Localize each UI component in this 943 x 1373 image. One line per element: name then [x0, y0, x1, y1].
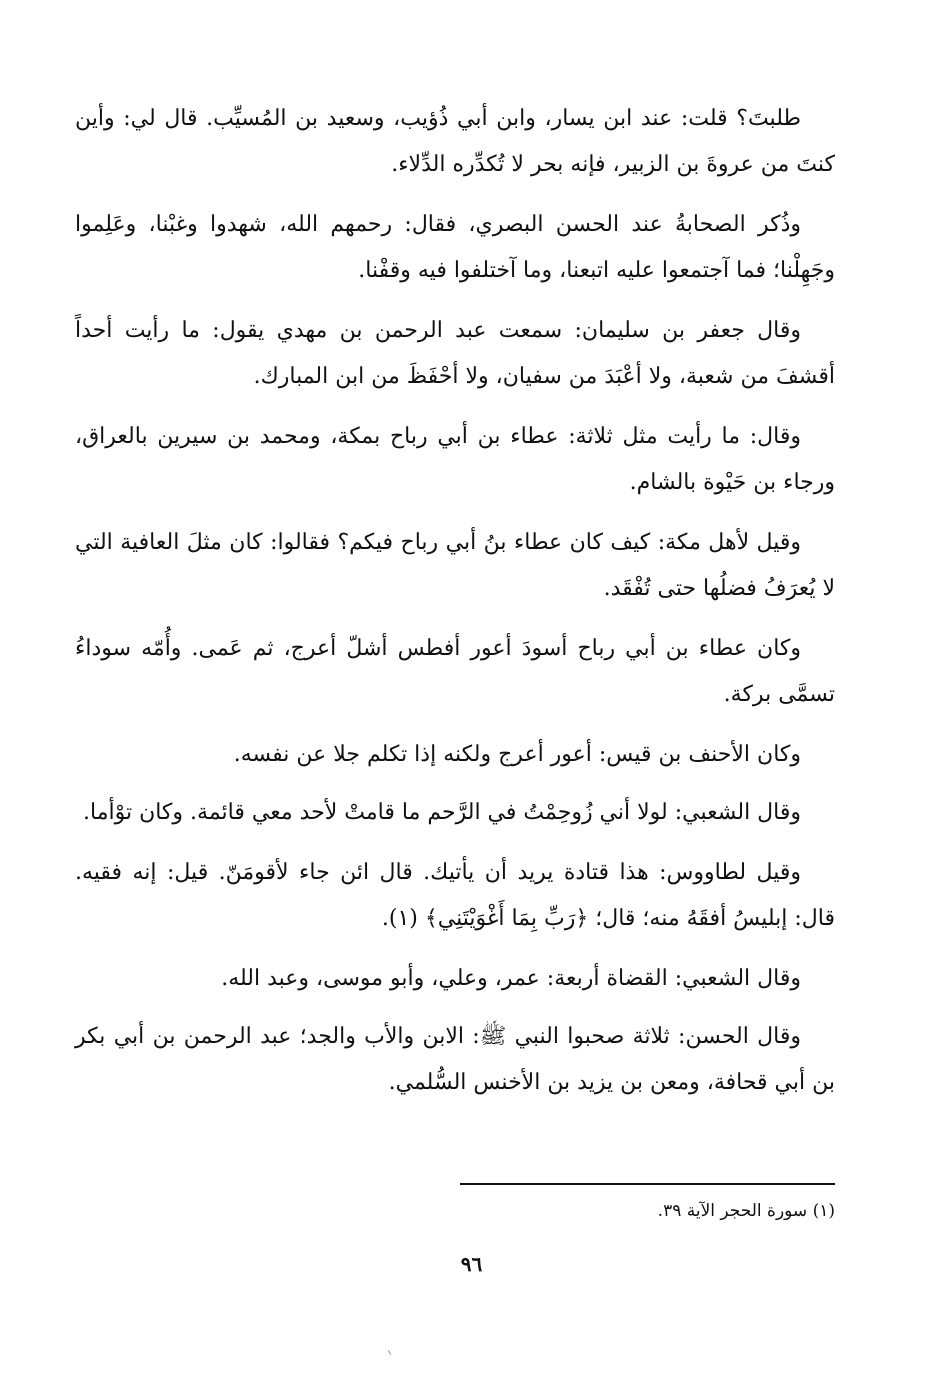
- paragraph-10: وقال الشعبي: القضاة أربعة: عمر، وعلي، وأبو موسى، وعبد الله.: [221, 966, 801, 991]
- paragraph-7: وكان الأحنف بن قيس: أعور أعرج ولكنه إذا تكلم جلا عن نفسه.: [233, 742, 801, 767]
- paragraph-4: وقال: ما رأيت مثل ثلاثة: عطاء بن أبي رباح بمكة، ومحمد بن سيرين بالعراق، ورجاء بن حَيْوة بالشام.: [75, 424, 835, 495]
- footnote-divider: [460, 1183, 835, 1185]
- paragraph-5: وقيل لأهل مكة: كيف كان عطاء بنُ أبي رباح فيكم؟ فقالوا: كان مثلَ العافية التي لا يُعرَفُ فضلُها حتى تُفْقَد.: [75, 530, 835, 601]
- paragraph-1: طلبتَ؟ قلت: عند ابن يسار، وابن أبي ذُؤيب، وسعيد بن المُسيِّب. قال لي: وأين كنتَ من عروةَ بن الزبير، فإنه بحر لا تُكدِّره الدِّلاء.: [75, 106, 835, 177]
- paragraph-11: وقال الحسن: ثلاثة صحبوا النبي ﷺ: الابن والأب والجد؛ عبد الرحمن بن أبي بكر بن أبي قحافة، ومعن بن يزيد بن الأخنس السُّلمي.: [75, 1024, 835, 1095]
- footnote: (١) سورة الحجر الآية ٣٩.: [657, 1201, 835, 1221]
- paragraph-3: وقال جعفر بن سليمان: سمعت عبد الرحمن بن مهدي يقول: ما رأيت أحداً أقشفَ من شعبة، ولا أعْبَدَ من سفيان، ولا أحْفَظَ من ابن المبارك.: [75, 318, 835, 389]
- main-text: [75, 96, 835, 1120]
- paragraph-6: وكان عطاء بن أبي رباح أسودَ أعور أفطس أشلّ أعرج، ثم عَمى. وأُمّه سوداءُ تسمَّى بركة.: [75, 636, 835, 707]
- page-number: ٩٦: [460, 1252, 483, 1276]
- paragraph-9: وقيل لطاووس: هذا قتادة يريد أن يأتيك. قال ائن جاء لأقومَنّ. قيل: إنه فقيه. قال: إبليسُ أفقَهُ منه؛ قال؛ ﴿رَبِّ بِمَا أَغْوَيْتَنِي﴾ (١).: [75, 860, 835, 931]
- paragraph-2: وذُكر الصحابةُ عند الحسن البصري، فقال: رحمهم الله، شهدوا وغبْنا، وعَلِموا وجَهِلْنا؛ فما آجتمعوا عليه اتبعنا، وما آختلفوا فيه وقفْنا.: [75, 212, 835, 283]
- paragraph-8: وقال الشعبي: لولا أني زُوحِمْتُ في الرَّحم ما قامتْ لأحد معي قائمة. وكان توْأما.: [83, 800, 801, 825]
- scan-speck: [388, 1350, 391, 1355]
